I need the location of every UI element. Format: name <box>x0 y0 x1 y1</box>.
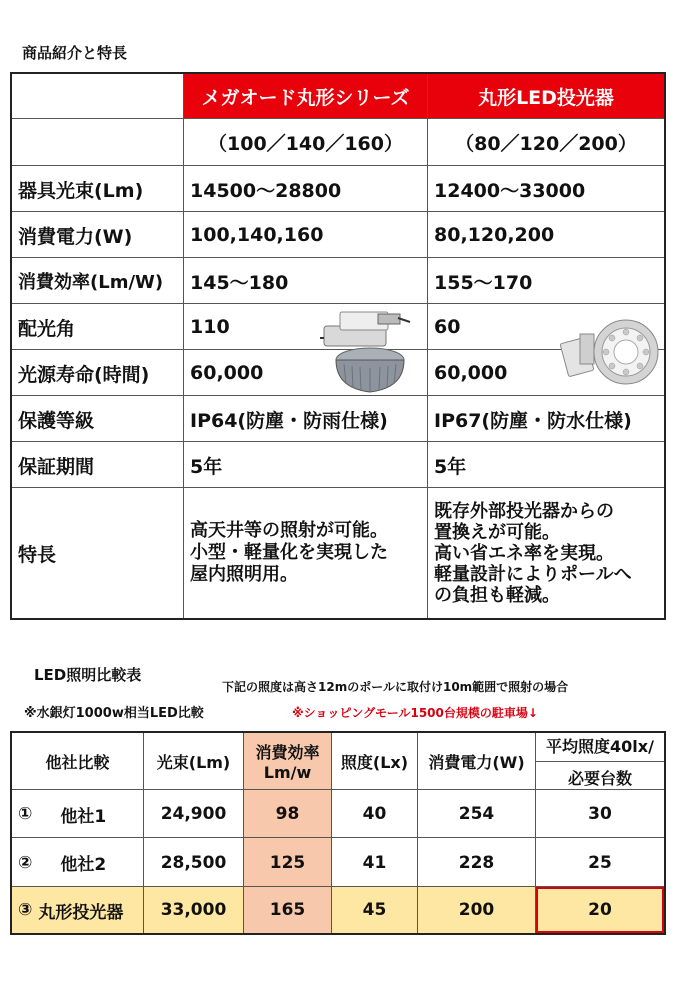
row-col2: 14500～28800 <box>184 166 428 212</box>
row-label: 器具光束(Lm) <box>12 166 184 212</box>
features-col3-line: 高い省エネ率を実現。 <box>434 542 614 564</box>
col-header-lux: 照度(Lx) <box>332 733 418 789</box>
table-row <box>12 837 664 887</box>
table-row <box>12 789 664 838</box>
row-label: 保護等級 <box>12 396 184 442</box>
lux-cell: 40 <box>332 790 418 838</box>
header-round-led: 丸形LED投光器 <box>428 74 664 118</box>
row-label: 消費電力(W) <box>12 212 184 258</box>
features-col2-line: 高天井等の照射が可能。 <box>190 520 388 541</box>
section1-title: 商品紹介と特長 <box>22 44 128 62</box>
efficiency-cell: 125 <box>244 838 332 887</box>
features-col3-line: の負担も軽減。 <box>434 584 560 606</box>
row-col3: 60,000 <box>434 362 508 384</box>
flux-cell: 24,900 <box>144 790 244 838</box>
models-col3: （80／120／200） <box>455 133 637 155</box>
row-col2: 100,140,160 <box>184 212 428 258</box>
power-cell: 228 <box>418 838 536 887</box>
col-header-flux: 光束(Lm) <box>144 733 244 789</box>
row-col2: 60,000 <box>184 350 428 396</box>
col-header-efficiency-line1: 消費効率 <box>255 743 320 762</box>
efficiency-cell: 165 <box>244 887 332 933</box>
units-cell: 30 <box>588 804 612 824</box>
red-note: ※ショッピングモール1500台規模の駐車場↓ <box>292 706 538 720</box>
lux-cell: 45 <box>332 887 418 933</box>
round-floodlight-image <box>560 312 660 396</box>
col-header-efficiency-line2: Lm/w <box>263 763 312 782</box>
col-header-efficiency <box>244 733 332 789</box>
power-cell: 200 <box>418 887 536 933</box>
features-col3-line: 既存外部投光器からの <box>434 500 614 522</box>
row-col3: 60 <box>434 316 461 338</box>
row-col2: 5年 <box>184 442 428 488</box>
features-col2-line: 屋内照明用。 <box>190 564 298 585</box>
models-empty-cell <box>12 119 184 166</box>
row-col3: 155～170 <box>434 271 533 294</box>
flux-cell: 28,500 <box>144 838 244 887</box>
flux-cell: 33,000 <box>144 887 244 933</box>
features-label: 特長 <box>12 488 184 618</box>
table-row <box>12 441 664 488</box>
company-name: 丸形投光器 <box>38 902 124 923</box>
features-col3-line: 軽量設計によりポールへ <box>434 563 632 585</box>
units-cell: 25 <box>588 852 612 873</box>
row-col3: 5年 <box>434 455 467 478</box>
row-number: ① <box>18 804 33 824</box>
col-header-units <box>536 733 664 789</box>
units-cell-highlight: 20 <box>536 887 664 933</box>
condition-note: 下記の照度は高さ12mのポールに取付け10m範囲で照射の場合 <box>222 680 569 694</box>
row-number: ② <box>18 852 33 873</box>
company-cell <box>12 887 144 933</box>
col-header-units-line1: 平均照度40lx/ <box>536 734 664 762</box>
features-col2 <box>184 488 428 618</box>
section2-title: LED照明比較表 <box>34 666 142 684</box>
row-label: 保証期間 <box>12 442 184 488</box>
efficiency-cell: 98 <box>244 790 332 838</box>
col-header-power: 消費電力(W) <box>418 733 536 789</box>
col-header-company: 他社比較 <box>12 733 144 789</box>
lux-cell: 41 <box>332 838 418 887</box>
row-label: 消費効率(Lm/W) <box>12 258 184 304</box>
table-row <box>12 395 664 442</box>
table-row <box>12 211 664 258</box>
row-label: 光源寿命(時間) <box>12 350 184 396</box>
row-col3: IP67(防塵・防水仕様) <box>434 409 632 432</box>
comparison-table <box>10 731 666 935</box>
product-header-row <box>12 74 664 118</box>
features-col3 <box>428 488 664 618</box>
row-col2: 110 <box>184 304 428 350</box>
product-models-row <box>12 118 664 166</box>
col-header-units-line2: 必要台数 <box>567 768 632 788</box>
company-name: 他社1 <box>60 806 107 827</box>
row-col3: 80,120,200 <box>434 224 555 246</box>
row-label: 配光角 <box>12 304 184 350</box>
section2-subtitle: ※水銀灯1000w相当LED比較 <box>24 706 204 721</box>
header-empty-cell <box>12 74 184 118</box>
models-col2: （100／140／160） <box>184 119 428 166</box>
features-col2-line: 小型・軽量化を実現した <box>190 542 388 563</box>
row-col2: 145～180 <box>184 258 428 304</box>
row-col3: 12400～33000 <box>434 179 586 202</box>
table-row <box>12 257 664 304</box>
row-col2: IP64(防塵・防雨仕様) <box>184 396 428 442</box>
features-col3-line: 置換えが可能。 <box>434 521 560 543</box>
features-row <box>12 487 664 618</box>
power-cell: 254 <box>418 790 536 838</box>
table-row <box>12 886 664 933</box>
comparison-header-row <box>12 733 664 789</box>
high-bay-light-image <box>318 304 414 400</box>
company-cell <box>12 790 144 838</box>
company-name: 他社2 <box>60 855 107 875</box>
table-row <box>12 165 664 212</box>
row-number: ③ <box>18 900 33 920</box>
company-cell <box>12 838 144 887</box>
header-mega-series: メガオード丸形シリーズ <box>184 74 428 118</box>
